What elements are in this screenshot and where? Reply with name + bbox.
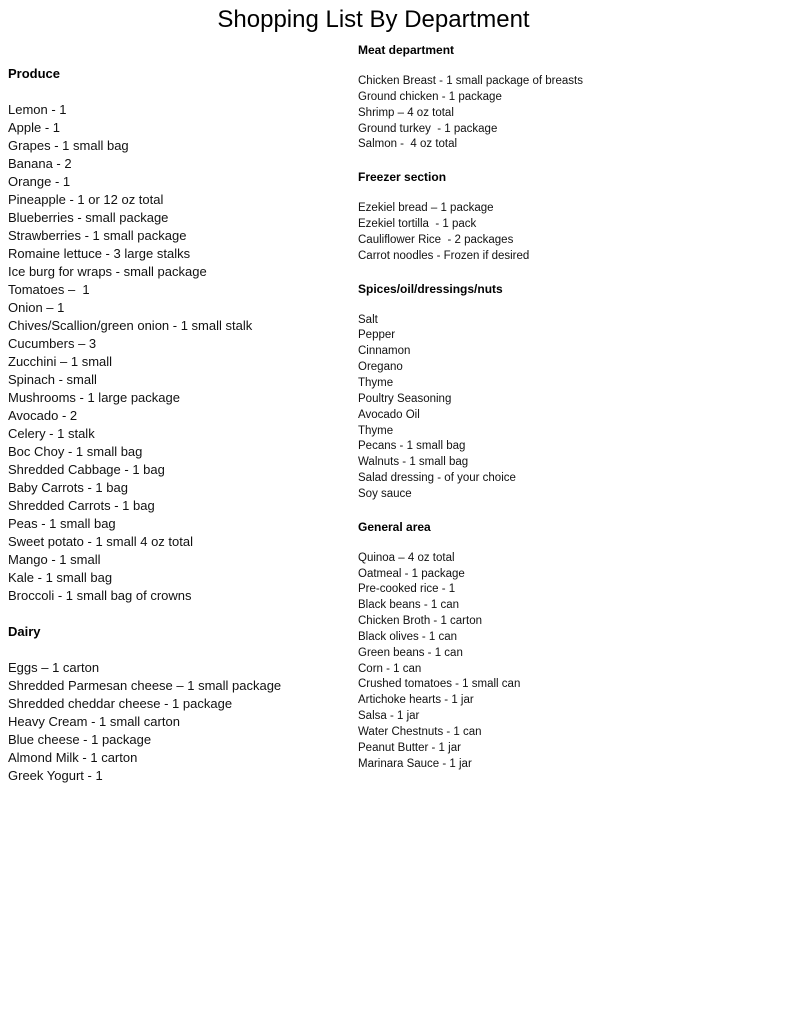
list-item: Shredded Carrots - 1 bag — [8, 498, 155, 513]
list-item: Romaine lettuce - 3 large stalks — [8, 246, 191, 261]
list-item: Lemon - 1 — [8, 102, 67, 117]
list-item: Quinoa – 4 oz total — [358, 551, 455, 564]
list-item: Chicken Breast - 1 small package of breasts — [358, 75, 583, 87]
list-item: Salad dressing - of your choice — [358, 472, 516, 485]
list-item: Baby Carrots - 1 bag — [8, 480, 128, 495]
list-item: Water Chestnuts - 1 can — [358, 726, 482, 738]
list-item: Oatmeal - 1 package — [358, 567, 465, 580]
list-item: Broccoli - 1 small bag of crowns — [8, 588, 192, 603]
list-item: Mushrooms - 1 large package — [8, 390, 180, 405]
list-item: Celery - 1 stalk — [8, 426, 95, 441]
list-item: Ground turkey - 1 package — [358, 122, 498, 135]
list-item: Pre-cooked rice - 1 — [358, 583, 456, 596]
dairy-list — [8, 659, 348, 785]
list-item: Marinara Sauce - 1 jar — [358, 757, 472, 770]
general-section — [358, 519, 778, 773]
list-item: Heavy Cream - 1 small carton — [8, 714, 180, 729]
meat-heading: Meat department — [358, 43, 455, 57]
general-list — [358, 551, 778, 773]
list-item: Cinnamon — [358, 345, 411, 358]
list-item: Banana - 2 — [8, 156, 72, 171]
list-item: Artichoke hearts - 1 jar — [358, 694, 474, 707]
list-item: Kale - 1 small bag — [8, 570, 113, 585]
list-item: Peanut Butter - 1 jar — [358, 741, 461, 754]
right-column — [358, 42, 778, 773]
list-item: Corn - 1 can — [358, 662, 422, 675]
list-item: Black olives - 1 can — [358, 630, 458, 643]
spices-heading: Spices/oil/dressings/nuts — [358, 281, 503, 296]
list-item: Peas - 1 small bag — [8, 516, 116, 531]
list-item: Shredded cheddar cheese - 1 package — [8, 696, 233, 711]
page-title: Shopping List By Department — [217, 6, 530, 33]
list-item: Soy sauce — [358, 487, 412, 500]
list-item: Blue cheese - 1 package — [8, 732, 152, 747]
dairy-section — [8, 623, 348, 785]
list-item: Thyme — [358, 376, 394, 389]
meat-list — [358, 74, 778, 153]
list-item: Ice burg for wraps - small package — [8, 264, 207, 279]
list-item: Black beans - 1 can — [358, 599, 460, 612]
list-item: Zucchini – 1 small — [8, 354, 113, 369]
list-item: Cucumbers – 3 — [8, 336, 97, 351]
freezer-list — [358, 201, 778, 264]
list-item: Thyme — [358, 424, 394, 437]
list-item: Crushed tomatoes - 1 small can — [358, 678, 521, 691]
freezer-section — [358, 169, 778, 264]
list-item: Salt — [358, 313, 378, 326]
produce-list — [8, 101, 348, 605]
list-item: Boc Choy - 1 small bag — [8, 444, 143, 459]
spices-list — [358, 313, 778, 503]
list-item: Greek Yogurt - 1 — [8, 768, 103, 783]
list-item: Onion – 1 — [8, 300, 65, 315]
list-item: Grapes - 1 small bag — [8, 138, 129, 153]
list-item: Green beans - 1 can — [358, 646, 463, 659]
produce-section — [8, 65, 348, 605]
list-item: Orange - 1 — [8, 174, 71, 189]
list-item: Eggs – 1 carton — [8, 660, 100, 675]
spices-section — [358, 281, 778, 503]
list-item: Avocado Oil — [358, 408, 420, 421]
list-item: Pineapple - 1 or 12 oz total — [8, 192, 164, 207]
left-column — [8, 65, 348, 785]
list-item: Strawberries - 1 small package — [8, 228, 187, 243]
list-item: Carrot noodles - Frozen if desired — [358, 249, 530, 262]
list-item: Mango - 1 small — [8, 552, 101, 567]
list-item: Shredded Parmesan cheese – 1 small package — [8, 678, 282, 693]
list-item: Chicken Broth - 1 carton — [358, 615, 483, 628]
produce-heading: Produce — [8, 66, 61, 81]
list-item: Tomatoes – 1 — [8, 282, 90, 297]
list-item: Ground chicken - 1 package — [358, 90, 502, 103]
list-item: Almond Milk - 1 carton — [8, 750, 138, 765]
list-item: Ezekiel bread – 1 package — [358, 202, 494, 215]
list-item: Pecans - 1 small bag — [358, 440, 466, 453]
list-item: Salsa - 1 jar — [358, 710, 420, 723]
list-item: Pepper — [358, 329, 396, 342]
list-item: Spinach - small — [8, 372, 97, 387]
list-item: Blueberries - small package — [8, 210, 169, 225]
meat-section — [358, 42, 778, 153]
list-item: Sweet potato - 1 small 4 oz total — [8, 534, 193, 549]
list-item: Oregano — [358, 361, 403, 374]
list-item: Salmon - 4 oz total — [358, 138, 458, 151]
list-item: Avocado - 2 — [8, 408, 78, 423]
list-item: Shredded Cabbage - 1 bag — [8, 462, 165, 477]
list-item: Shrimp – 4 oz total — [358, 106, 454, 119]
list-item: Poultry Seasoning — [358, 392, 452, 405]
list-item: Ezekiel tortilla - 1 pack — [358, 218, 477, 231]
list-item: Apple - 1 — [8, 120, 61, 135]
dairy-heading: Dairy — [8, 624, 41, 639]
freezer-heading: Freezer section — [358, 170, 447, 185]
list-item: Walnuts - 1 small bag — [358, 456, 469, 469]
list-item: Cauliflower Rice - 2 packages — [358, 233, 514, 246]
general-heading: General area — [358, 519, 431, 534]
list-item: Chives/Scallion/green onion - 1 small stalk — [8, 318, 253, 333]
